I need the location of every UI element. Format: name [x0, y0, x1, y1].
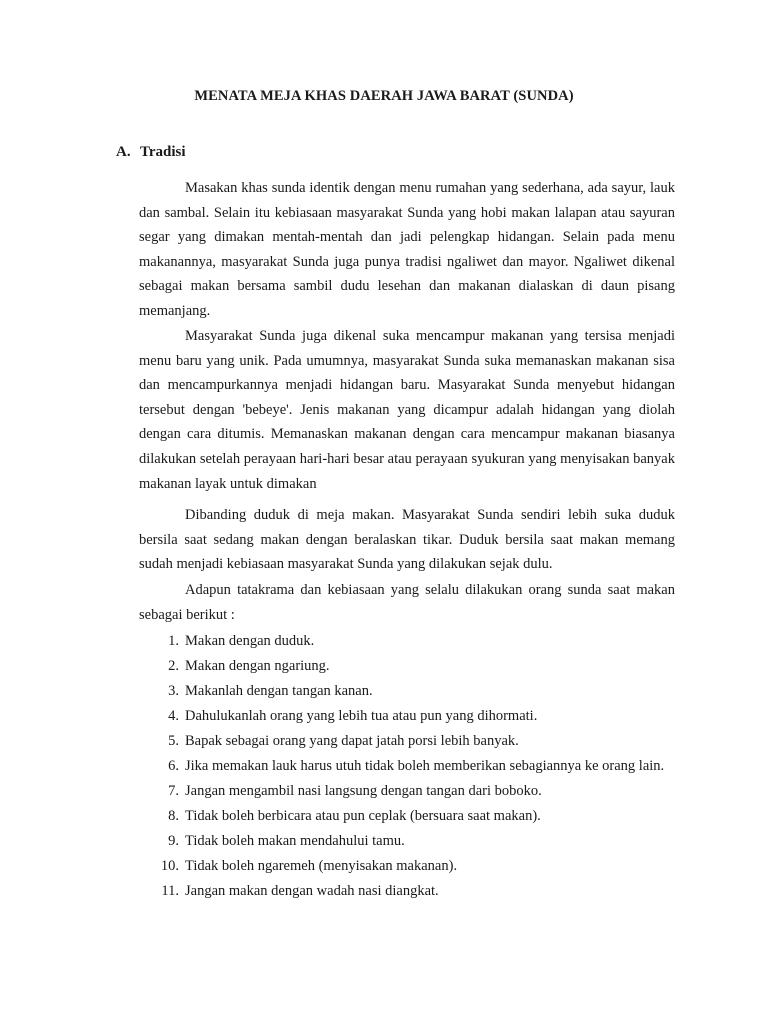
list-text: Makan dengan ngariung.	[185, 658, 330, 674]
list-item	[139, 704, 675, 729]
paragraph-text: Adapun tatakrama dan kebiasaan yang selalu dilakukan orang sunda saat makan sebagai berikut :	[139, 582, 675, 623]
list-text: Jangan mengambil nasi langsung dengan tangan dari boboko.	[185, 783, 542, 799]
list-number: 2.	[168, 658, 179, 674]
list-number: 8.	[168, 808, 179, 824]
paragraph-3	[139, 503, 675, 577]
list-item	[139, 779, 675, 804]
list-number: 11.	[161, 883, 179, 899]
section-heading	[116, 144, 186, 161]
list-item	[139, 854, 675, 879]
list-text: Dahulukanlah orang yang lebih tua atau pun yang dihormati.	[185, 708, 538, 724]
document-title: MENATA MEJA KHAS DAERAH JAWA BARAT (SUNDA)	[194, 88, 574, 104]
list-item	[139, 679, 675, 704]
list-text: Makan dengan duduk.	[185, 633, 315, 649]
list-number: 7.	[168, 783, 179, 799]
section-title: Tradisi	[140, 144, 186, 160]
paragraph-2	[139, 324, 675, 496]
list-item	[139, 879, 675, 904]
list-text: Jika memakan lauk harus utuh tidak boleh memberikan sebagiannya ke orang lain.	[185, 758, 665, 774]
list-text: Tidak boleh makan mendahului tamu.	[185, 833, 405, 849]
list-number: 9.	[168, 833, 179, 849]
list-item	[139, 729, 675, 754]
list-item	[139, 804, 675, 829]
list-text: Tidak boleh berbicara atau pun ceplak (bersuara saat makan).	[185, 808, 541, 824]
paragraph-text: Masyarakat Sunda juga dikenal suka mencampur makanan yang tersisa menjadi menu baru yang unik. Pada umumnya, masyarakat Sunda suka memanaskan makanan sisa dan mencampurkannya menjadi hidangan baru. Masyarakat Sunda menyebut hidangan tersebut dengan 'bebeye'. Jenis makanan yang dicampur adalah hidangan yang diolah dengan cara ditumis. Memanaskan makanan dengan cara mencampur makanan biasanya dilakukan setelah perayaan hari-hari besar atau perayaan syukuran yang menyisakan banyak makanan layak untuk dimakan	[139, 328, 675, 492]
list-number: 3.	[168, 683, 179, 699]
list-item	[139, 629, 675, 654]
etiquette-list	[139, 629, 675, 904]
list-number: 5.	[168, 733, 179, 749]
list-number: 1.	[168, 633, 179, 649]
list-item	[139, 829, 675, 854]
list-number: 4.	[168, 708, 179, 724]
paragraph-1	[139, 176, 675, 324]
list-text: Bapak sebagai orang yang dapat jatah porsi lebih banyak.	[185, 733, 519, 749]
list-item	[139, 654, 675, 679]
list-item	[139, 754, 675, 779]
paragraph-text: Dibanding duduk di meja makan. Masyarakat Sunda sendiri lebih suka duduk bersila saat sedang makan dengan beralaskan tikar. Duduk bersila saat makan memang sudah menjadi kebiasaan masyarakat Sunda yang dilakukan sejak dulu.	[139, 507, 675, 573]
paragraph-text: Masakan khas sunda identik dengan menu rumahan yang sederhana, ada sayur, lauk dan sambal. Selain itu kebiasaan masyarakat Sunda yang hobi makan lalapan atau sayuran segar yang dimakan mentah-mentah dan jadi pelengkap hidangan. Selain pada menu makanannya, masyarakat Sunda juga punya tradisi ngaliwet dan mayor. Ngaliwet dikenal sebagai makan bersama sambil dudu lesehan dan makanan dialaskan di daun pisang memanjang.	[139, 180, 675, 319]
list-number: 10.	[160, 858, 179, 874]
list-text: Makanlah dengan tangan kanan.	[185, 683, 373, 699]
section-letter: A.	[116, 144, 131, 160]
list-number: 6.	[168, 758, 179, 774]
list-text: Jangan makan dengan wadah nasi diangkat.	[185, 883, 439, 899]
list-text: Tidak boleh ngaremeh (menyisakan makanan).	[185, 858, 458, 874]
paragraph-4	[139, 578, 675, 627]
